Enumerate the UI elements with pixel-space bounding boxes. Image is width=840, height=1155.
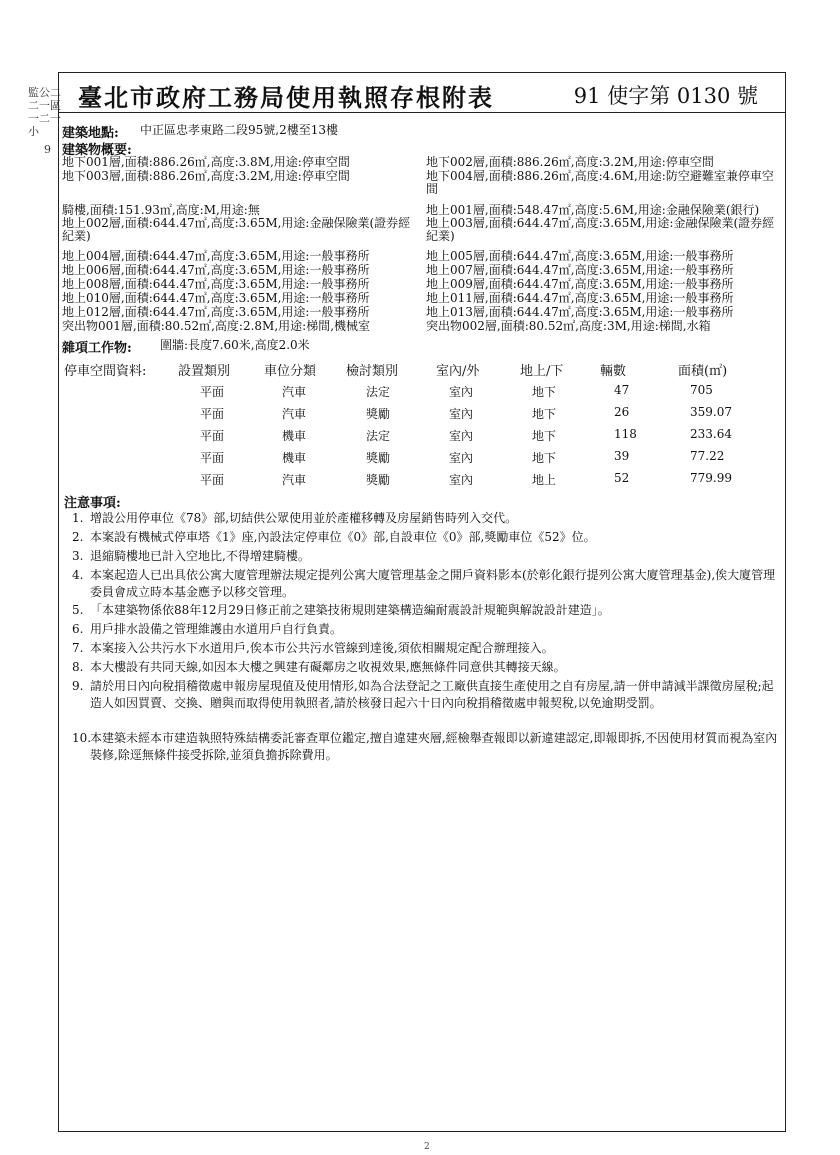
stamp-number: 9: [44, 143, 51, 156]
note-number: 2.: [72, 530, 84, 544]
table-row: [0, 427, 840, 445]
overview-entry: 地上001層,面積:548.47㎡,高度:5.6M,用途:金融保險業(銀行): [426, 203, 760, 217]
list-item: [72, 621, 784, 638]
note-text: 本建築未經本市建造執照特殊結構委託審查單位鑑定,擅自違建夾層,經檢舉查報即以新違建認定,即報即拆,不因使用材質而視為室內裝修,除逕無條件接受拆除,並須負擔拆除費用。: [90, 731, 778, 762]
overview-entry: 地上012層,面積:644.47㎡,高度:3.65M,用途:一般事務所: [62, 305, 370, 319]
stamp-mark: 監公二二一區一二一小: [28, 86, 61, 138]
misc-label: 雜項工作物:: [62, 341, 132, 356]
permit-number: 91 使字第 0130 號: [573, 84, 758, 108]
overview-entry: 地上006層,面積:644.47㎡,高度:3.65M,用途:一般事務所: [62, 263, 370, 277]
table-cell: 汽車: [282, 473, 307, 487]
overview-entry: 地上005層,面積:644.47㎡,高度:3.65M,用途:一般事務所: [426, 249, 734, 263]
address-value: 中正區忠孝東路二段95號,2樓至13樓: [140, 123, 338, 137]
overview-entry: 地上008層,面積:644.47㎡,高度:3.65M,用途:一般事務所: [62, 277, 370, 291]
list-item: [72, 529, 784, 546]
table-cell: 地上: [532, 473, 557, 487]
column-header: 地上/下: [520, 364, 564, 379]
list-item: [72, 678, 784, 712]
note-number: 4.: [72, 568, 84, 582]
table-cell: 39: [614, 449, 630, 463]
note-text: 「本建築物係依88年12月29日修正前之建築技術規則建築構造編耐震設計規範與解說設計建造」。: [90, 603, 610, 617]
list-item: [72, 510, 784, 527]
table-cell: 52: [614, 471, 630, 485]
table-cell: 233.64: [690, 427, 732, 441]
table-row: [0, 449, 840, 467]
table-cell: 獎勵: [366, 407, 391, 421]
note-text: 用戶排水設備之管理維護由水道用戶自行負責。: [90, 622, 343, 636]
list-item: [72, 730, 784, 764]
misc-value: 圍牆:長度7.60米,高度2.0米: [160, 338, 310, 352]
list-item: [72, 567, 784, 601]
table-cell: 室內: [449, 407, 474, 421]
table-cell: 地下: [532, 429, 557, 443]
note-text: 請於用日內向稅捐稽徵處申報房屋現值及使用情形,如為合法登記之工廠供直接生產使用之自有房屋,請一併申請減半課徵房屋稅;起造人如因買賣、交換、贈與而取得使用執照者,請於核發日起六十日內向稅捐稽徵處申報契稅,以免逾期受罰。: [90, 679, 774, 710]
overview-entry: 突出物001層,面積:80.52㎡,高度:2.8M,用途:梯間,機械室: [62, 319, 371, 333]
table-cell: 平面: [200, 473, 225, 487]
overview-entry: 地上007層,面積:644.47㎡,高度:3.65M,用途:一般事務所: [426, 263, 734, 277]
table-cell: 地下: [532, 451, 557, 465]
table-row: [0, 471, 840, 489]
table-cell: 機車: [282, 451, 307, 465]
note-number: 8.: [72, 660, 84, 674]
note-text: 增設公用停車位《78》部,切結供公眾使用並於產權移轉及房屋銷售時列入交代。: [90, 511, 518, 525]
table-cell: 359.07: [690, 405, 732, 419]
table-cell: 平面: [200, 451, 225, 465]
overview-entry: 地上010層,面積:644.47㎡,高度:3.65M,用途:一般事務所: [62, 291, 370, 305]
table-cell: 平面: [200, 429, 225, 443]
column-header: 車位分類: [264, 364, 317, 379]
table-cell: 地下: [532, 385, 557, 399]
note-text: 本案起造人已出具依公寓大廈管理辦法規定提列公寓大廈管理基金之開戶資料影本(於彰化銀行提列公寓大廈管理基金),俟大廈管理委員會成立時本基金應予以移交管理。: [90, 568, 776, 599]
note-number: 10.: [72, 731, 92, 745]
table-cell: 室內: [449, 385, 474, 399]
note-number: 3.: [72, 549, 84, 563]
table-cell: 77.22: [690, 449, 725, 463]
table-cell: 室內: [449, 473, 474, 487]
table-cell: 779.99: [690, 471, 732, 485]
overview-entry: 地上011層,面積:644.47㎡,高度:3.65M,用途:一般事務所: [426, 291, 734, 305]
table-cell: 室內: [449, 451, 474, 465]
overview-entry: 地上009層,面積:644.47㎡,高度:3.65M,用途:一般事務所: [426, 277, 734, 291]
table-cell: 法定: [366, 385, 391, 399]
table-cell: 法定: [366, 429, 391, 443]
table-cell: 汽車: [282, 385, 307, 399]
table-cell: 705: [690, 383, 713, 397]
table-cell: 118: [614, 427, 637, 441]
table-cell: 地下: [532, 407, 557, 421]
address-label: 建築地點:: [62, 126, 119, 141]
overview-entry: 地上013層,面積:644.47㎡,高度:3.65M,用途:一般事務所: [426, 305, 734, 319]
overview-entry: 地下004層,面積:886.26㎡,高度:4.6M,用途:防空避難室兼停車空間: [426, 169, 774, 196]
overview-entry: 地上004層,面積:644.47㎡,高度:3.65M,用途:一般事務所: [62, 249, 370, 263]
note-number: 5.: [72, 603, 84, 617]
table-cell: 47: [614, 383, 630, 397]
overview-entry: 騎樓,面積:151.93㎡,高度:M,用途:無: [62, 203, 260, 217]
table-cell: 獎勵: [366, 473, 391, 487]
list-item: [72, 659, 784, 676]
overview-entry: 地下001層,面積:886.26㎡,高度:3.8M,用途:停車空間: [62, 155, 350, 169]
notes-title: 注意事項:: [64, 496, 121, 511]
table-cell: 汽車: [282, 407, 307, 421]
note-text: 本案設有機械式停車塔《1》座,內設法定停車位《0》部,自設車位《0》部,獎勵車位《52》位。: [90, 530, 596, 544]
list-item: [72, 548, 784, 565]
note-number: 1.: [72, 511, 84, 525]
table-cell: 平面: [200, 385, 225, 399]
overview-entry: 地下003層,面積:886.26㎡,高度:3.2M,用途:停車空間: [62, 169, 350, 183]
overview-entry: 地下002層,面積:886.26㎡,高度:3.2M,用途:停車空間: [426, 155, 714, 169]
list-item: [72, 640, 784, 657]
table-cell: 機車: [282, 429, 307, 443]
parking-label: 停車空間資料:: [64, 364, 147, 379]
parking-header-row: [0, 360, 840, 378]
note-text: 本案接入公共污水下水道用戶,俟本市公共污水管線到達後,須依相關規定配合辦理接入。: [90, 641, 554, 655]
table-cell: 室內: [449, 429, 474, 443]
page-title: 臺北市政府工務局使用執照存根附表: [78, 83, 494, 112]
column-header: 設置類別: [178, 364, 231, 379]
note-text: 本大樓設有共同天線,如因本大樓之興建有礙鄰房之收視效果,應無條件同意供其轉接天線。: [90, 660, 566, 674]
column-header: 輛數: [600, 364, 627, 379]
table-cell: 獎勵: [366, 451, 391, 465]
overview-label: 建築物概要:: [62, 143, 132, 158]
table-row: [0, 405, 840, 423]
note-number: 6.: [72, 622, 84, 636]
column-header: 檢討類別: [346, 364, 399, 379]
column-header: 室內/外: [436, 364, 480, 379]
note-number: 9.: [72, 679, 84, 693]
page-number: 2: [424, 1142, 430, 1152]
list-item: [72, 602, 784, 619]
table-row: [0, 383, 840, 401]
table-cell: 26: [614, 405, 630, 419]
column-header: 面積(㎡): [678, 364, 728, 379]
overview-entry: 地上002層,面積:644.47㎡,高度:3.65M,用途:金融保險業(證券經紀業): [62, 216, 411, 243]
overview-entry: 突出物002層,面積:80.52㎡,高度:3M,用途:梯間,水箱: [426, 319, 711, 333]
table-cell: 平面: [200, 407, 225, 421]
overview-entry: 地上003層,面積:644.47㎡,高度:3.65M,用途:金融保險業(證券經紀業): [426, 216, 775, 243]
note-number: 7.: [72, 641, 84, 655]
note-text: 退縮騎樓地已計入空地比,不得增建騎樓。: [90, 549, 310, 563]
title-divider: [58, 112, 786, 113]
